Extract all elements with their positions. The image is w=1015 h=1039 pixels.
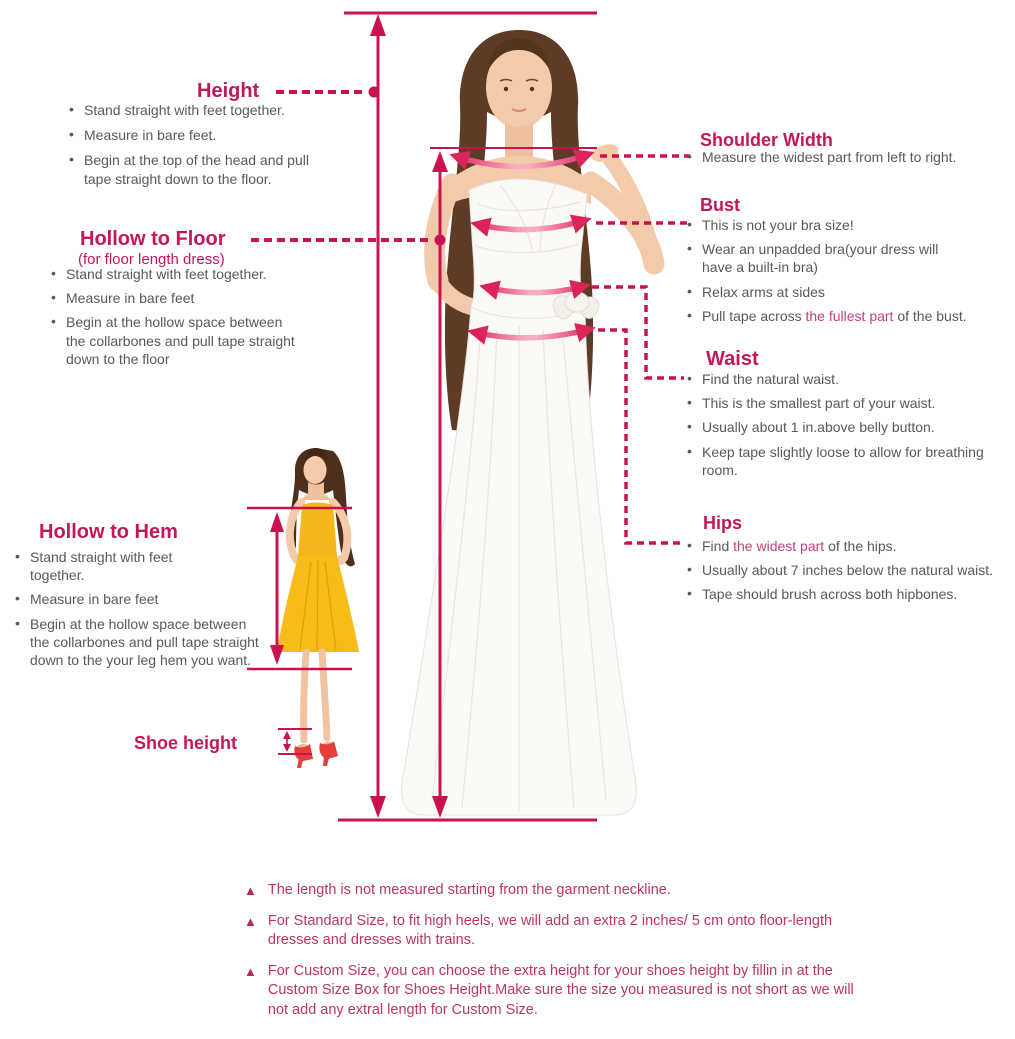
list-item: • Usually about 7 inches below the natural waist. bbox=[684, 561, 996, 579]
list-item: • Stand straight with feet together. bbox=[12, 548, 208, 584]
list-item: • Measure in bare feet bbox=[12, 590, 256, 608]
model-knee-length-dress bbox=[277, 448, 359, 768]
list-item: • Stand straight with feet together. bbox=[66, 101, 316, 119]
height-title: Height bbox=[197, 80, 260, 102]
text-run: of the bust. bbox=[893, 307, 967, 324]
hollow-to-floor-subtitle: (for floor length dress) bbox=[78, 251, 225, 268]
warning-triangle-icon: ▲ bbox=[244, 963, 257, 979]
list-item: • Wear an unpadded bra(your dress will have a built-in bra) bbox=[684, 240, 964, 276]
footnote-item bbox=[244, 912, 860, 951]
warning-triangle-icon: ▲ bbox=[244, 913, 257, 929]
footnote-text: For Standard Size, to fit high heels, we will add an extra 2 inches/ 5 cm onto floor-length dresses and dresses with trains. bbox=[267, 912, 833, 949]
text-run: Pull tape across bbox=[702, 307, 806, 324]
footnote-text: The length is not measured starting from the garment neckline. bbox=[267, 882, 671, 898]
bust-instructions bbox=[684, 216, 1006, 331]
warning-triangle-icon: ▲ bbox=[244, 883, 257, 898]
text-run: of the hips. bbox=[824, 538, 897, 554]
list-item: • Usually about 1 in.above belly button. bbox=[684, 418, 996, 436]
list-item bbox=[684, 537, 996, 555]
list-item: • Find the natural waist. bbox=[684, 370, 996, 388]
highlighted-text: the widest part bbox=[733, 538, 825, 554]
hollow-to-hem-instructions bbox=[12, 548, 259, 675]
hollow-to-floor-instructions bbox=[48, 265, 304, 374]
waist-connector-dashed bbox=[592, 287, 684, 378]
list-item: • Begin at the top of the head and pull tape straight down to the floor. bbox=[66, 151, 316, 187]
list-item: • Keep tape slightly loose to allow for breathing room. bbox=[684, 443, 996, 479]
hips-instructions bbox=[684, 537, 996, 610]
highlighted-text: the fullest part bbox=[805, 307, 894, 324]
hips-connector-dashed bbox=[598, 330, 684, 543]
list-item: • This is not your bra size! bbox=[684, 216, 1006, 234]
list-item: • Begin at the hollow space between the collarbones and pull tape straight down to the floor bbox=[48, 313, 304, 368]
shoulder-width-title: Shoulder Width bbox=[700, 130, 833, 150]
footnote-item bbox=[244, 962, 860, 1021]
waist-title: Waist bbox=[706, 348, 759, 370]
list-item: • Measure in bare feet. bbox=[66, 126, 316, 144]
bust-title: Bust bbox=[700, 195, 740, 215]
height-measure-line bbox=[370, 14, 386, 818]
list-item: • This is the smallest part of your waist. bbox=[684, 394, 996, 412]
list-item: • Measure the widest part from left to right. bbox=[684, 148, 1006, 166]
list-item: • Stand straight with feet together. bbox=[48, 265, 304, 283]
footnote-item bbox=[244, 881, 860, 901]
height-instructions bbox=[66, 101, 316, 195]
shoulder-width-instructions bbox=[684, 148, 1006, 172]
footnote-text: For Custom Size, you can choose the extra height for your shoes height by fillin in at the Custom Size Box for Shoes Height.Make sure the size you measured is not short as we will not add any extral length for Custom Size. bbox=[267, 962, 854, 1018]
hips-title: Hips bbox=[703, 513, 743, 533]
text-run: Find bbox=[702, 538, 734, 554]
list-item: • Begin at the hollow space between the collarbones and pull tape straight down to the your leg hem you want. bbox=[12, 615, 262, 670]
list-item: • Tape should brush across both hipbones. bbox=[684, 585, 996, 603]
footnotes bbox=[244, 881, 860, 1031]
list-item: • Measure in bare feet bbox=[48, 289, 304, 307]
hollow-to-floor-title: Hollow to Floor bbox=[80, 228, 226, 250]
shoe-height-title: Shoe height bbox=[134, 733, 237, 753]
hollow-to-hem-title: Hollow to Hem bbox=[39, 521, 178, 543]
waist-instructions bbox=[684, 370, 996, 485]
list-item bbox=[684, 307, 1006, 325]
list-item: • Relax arms at sides bbox=[684, 283, 1006, 301]
